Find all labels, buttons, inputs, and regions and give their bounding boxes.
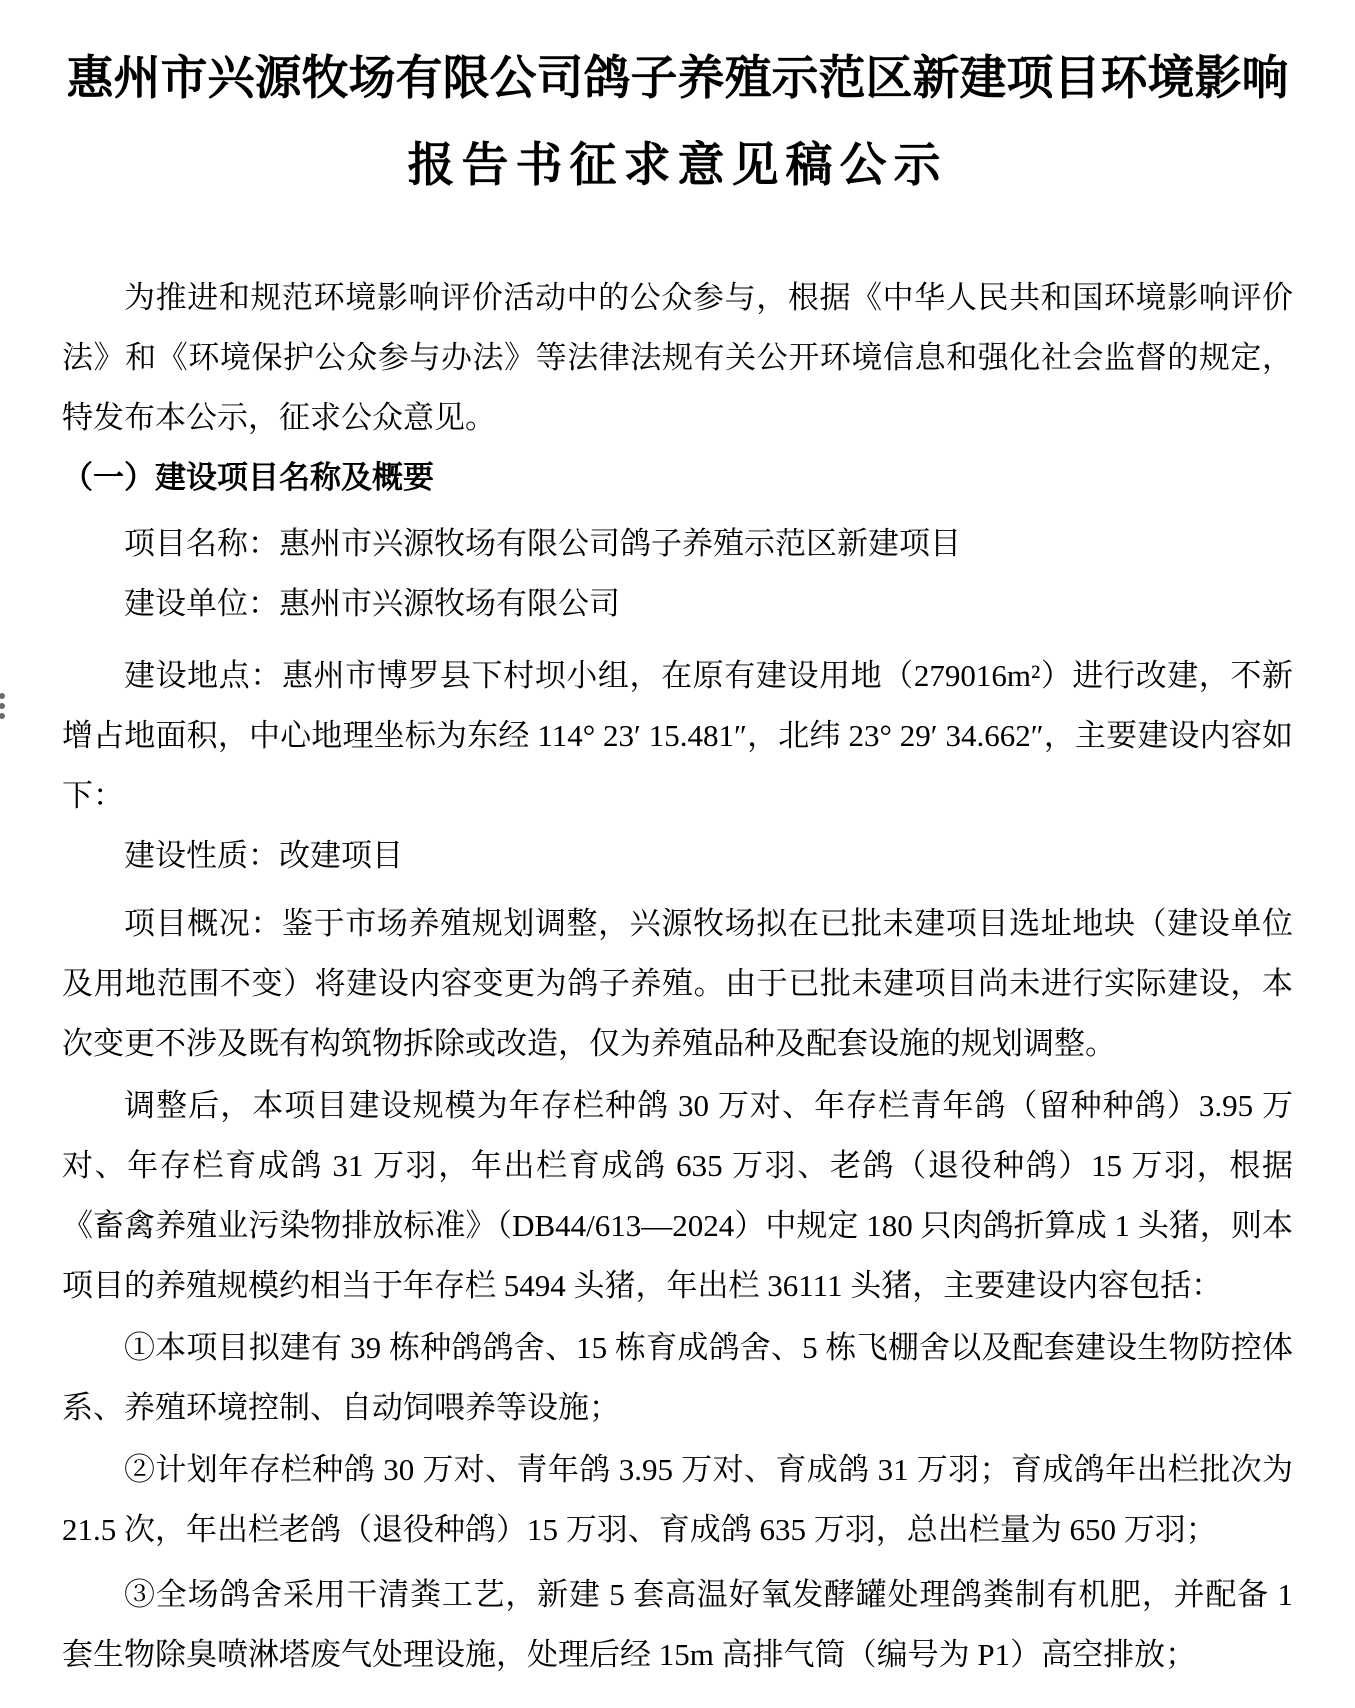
paragraph-overview: 项目概况：鉴于市场养殖规划调整，兴源牧场拟在已批未建项目选址地块（建设单位及用地范围不变）将建设内容变更为鸽子养殖。由于已批未建项目尚未进行实际建设，本次变更不涉及既有构筑物拆除或改造，仅为养殖品种及配套设施的规划调整。 xyxy=(62,906,1293,1061)
paragraph-item-3: ③全场鸽舍采用干清粪工艺，新建 5 套高温好氧发酵罐处理鸽粪制有机肥，并配备 1 套生物除臭喷淋塔废气处理设施，处理后经 15m 高排气筒（编号为 P1）高空排放； xyxy=(62,1577,1293,1672)
paragraph-nature: 建设性质：改建项目 xyxy=(124,838,403,873)
document-body xyxy=(62,268,1293,1685)
document-title-line-2: 报告书征求意见稿公示 xyxy=(407,138,948,191)
section-heading-1: （一）建设项目名称及概要 xyxy=(62,460,434,495)
paragraph-scale: 调整后，本项目建设规模为年存栏种鸽 30 万对、年存栏青年鸽（留种种鸽）3.95 万对、年存栏育成鸽 31 万羽，年出栏育成鸽 635 万羽、老鸽（退役种鸽）15 万羽，根据《畜禽养殖业污染物排放标准》（DB44/613—2024）中规定 180 只肉鸽折算成 1 头猪，则本项目的养殖规模约相当于年存栏 5494 头猪，年出栏 36111 头猪，主要建设内容包括： xyxy=(62,1088,1293,1303)
paragraph-builder: 建设单位：惠州市兴源牧场有限公司 xyxy=(124,586,620,621)
paragraph-project-name: 项目名称：惠州市兴源牧场有限公司鸽子养殖示范区新建项目 xyxy=(124,526,961,561)
drag-handle-icon[interactable] xyxy=(0,693,8,723)
document-title xyxy=(62,34,1293,208)
paragraph-item-1: ①本项目拟建有 39 栋种鸽鸽舍、15 栋育成鸽舍、5 栋飞棚舍以及配套建设生物防控体系、养殖环境控制、自动饲喂养等设施； xyxy=(62,1330,1293,1425)
document-content xyxy=(62,34,1293,1685)
document-page xyxy=(0,34,1355,1708)
drag-handle-dot xyxy=(0,703,5,709)
drag-handle-dot xyxy=(0,713,5,719)
paragraph-item-2: ②计划年存栏种鸽 30 万对、青年鸽 3.95 万对、育成鸽 31 万羽；育成鸽年出栏批次为 21.5 次，年出栏老鸽（退役种鸽）15 万羽、育成鸽 635 万羽，总出栏量为 650 万羽； xyxy=(62,1452,1293,1547)
drag-handle-dot xyxy=(0,693,5,699)
paragraph-intro: 为推进和规范环境影响评价活动中的公众参与，根据《中华人民共和国环境影响评价法》和《环境保护公众参与办法》等法律法规有关公开环境信息和强化社会监督的规定，特发布本公示，征求公众意见。 xyxy=(62,280,1293,435)
document-title-line-1: 惠州市兴源牧场有限公司鸽子养殖示范区新建项目环境影响 xyxy=(66,51,1289,104)
paragraph-location: 建设地点：惠州市博罗县下村坝小组，在原有建设用地（279016m²）进行改建，不新增占地面积，中心地理坐标为东经 114° 23′ 15.481″，北纬 23° 29′ 34.662″，主要建设内容如下： xyxy=(62,658,1293,813)
